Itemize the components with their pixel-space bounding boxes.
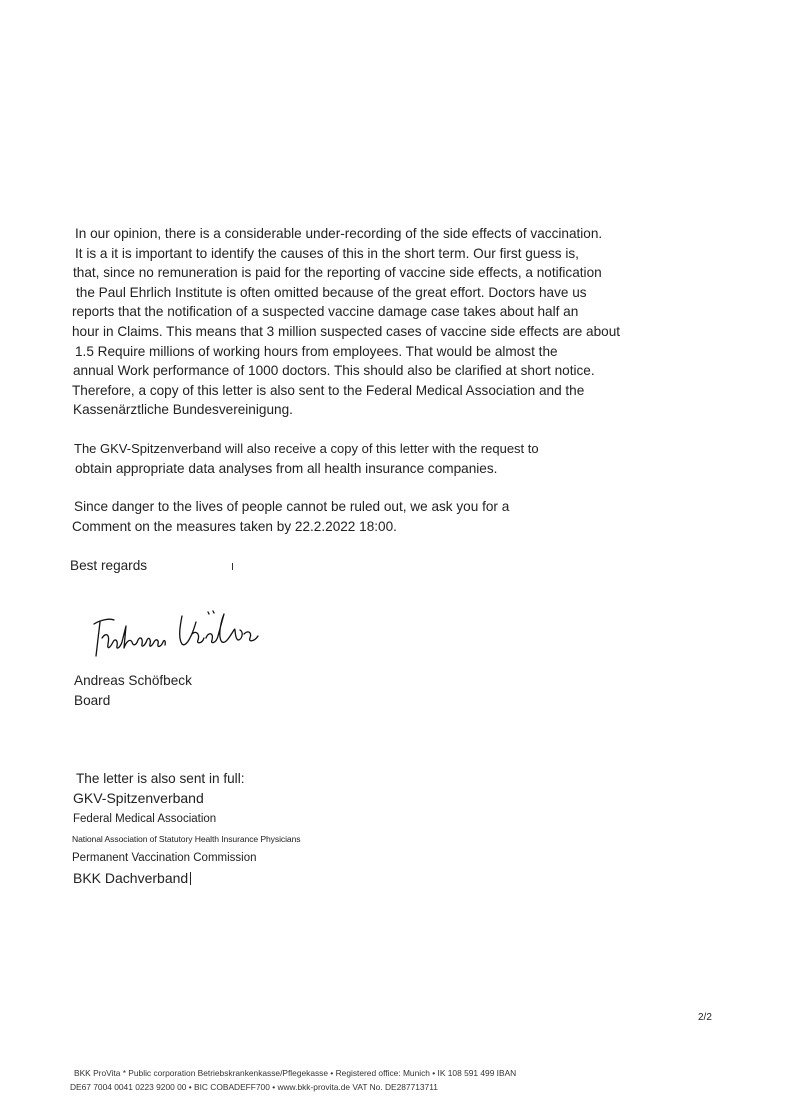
paragraph-2-line-1: The GKV-Spitzenverband will also receive a copy of this letter with the request to [74, 441, 539, 456]
cc-item-federal-medical-association: Federal Medical Association [73, 813, 217, 825]
paragraph-1-line-2: It is a it is important to identify the causes of this in the short term. Our first guess is, [75, 246, 579, 261]
paragraph-1-line-1: In our opinion, there is a considerable under-recording of the side effects of vaccination. [75, 226, 603, 241]
cc-item-bkk-dachverband: BKK Dachverband [73, 870, 189, 886]
paragraph-1-line-8: annual Work performance of 1000 doctors. This should also be clarified at short notice. [73, 363, 595, 378]
paragraph-1-line-5: reports that the notification of a suspected vaccine damage case takes about half an [72, 304, 579, 319]
closing: Best regards [70, 558, 148, 573]
page-number: 2/2 [698, 1012, 712, 1023]
scan-artifact [232, 563, 233, 570]
paragraph-1-line-10: Kassenärztliche Bundesvereinigung. [73, 402, 293, 417]
text-cursor-mark [190, 872, 191, 885]
cc-item-national-association: National Association of Statutory Health Insurance Physicians [72, 834, 301, 844]
cc-item-gkv: GKV-Spitzenverband [73, 790, 204, 806]
signer-title: Board [74, 693, 111, 708]
signer-name: Andreas Schöfbeck [74, 673, 192, 688]
cc-item-vaccination-commission: Permanent Vaccination Commission [72, 852, 257, 864]
paragraph-1-line-4: the Paul Ehrlich Institute is often omitted because of the great effort. Doctors have us [76, 285, 587, 300]
footer-line-1: BKK ProVita * Public corporation Betriebskrankenkasse/Pflegekasse • Registered office: Munich • IK 108 591 499 IBAN [74, 1068, 517, 1078]
paragraph-2-line-2: obtain appropriate data analyses from all health insurance companies. [75, 461, 498, 476]
paragraph-3-line-1: Since danger to the lives of people cannot be ruled out, we ask you for a [74, 499, 510, 514]
paragraph-1-line-3: that, since no remuneration is paid for the reporting of vaccine side effects, a notification [73, 265, 602, 280]
paragraph-1-line-9: Therefore, a copy of this letter is also sent to the Federal Medical Association and the [72, 383, 585, 398]
handwritten-signature [88, 604, 268, 662]
cc-intro: The letter is also sent in full: [76, 771, 245, 786]
footer-line-2: DE67 7004 0041 0223 9200 00 • BIC COBADEFF700 • www.bkk-provita.de VAT No. DE287713711 [70, 1082, 438, 1092]
paragraph-1-line-6: hour in Claims. This means that 3 million suspected cases of vaccine side effects are about [72, 324, 621, 339]
paragraph-1-line-7: 1.5 Require millions of working hours from employees. That would be almost the [75, 344, 558, 359]
paragraph-3-line-2: Comment on the measures taken by 22.2.2022 18:00. [72, 519, 397, 534]
